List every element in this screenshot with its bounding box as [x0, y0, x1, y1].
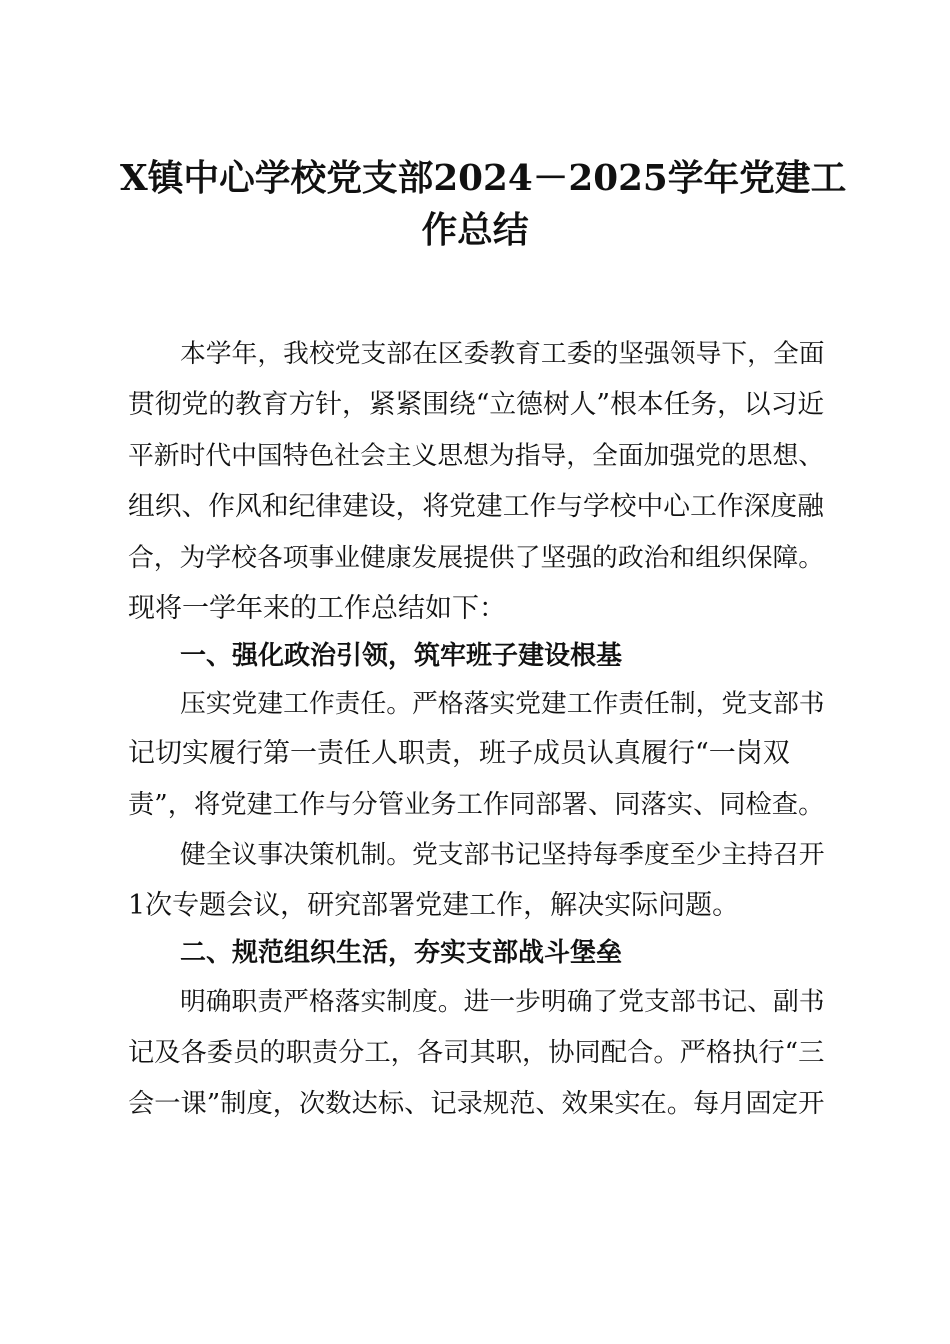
intro-line-5: 合，为学校各项事业健康发展提供了坚强的政治和组织保障。 — [128, 543, 825, 573]
title-line-2: 作总结 — [421, 209, 529, 251]
intro-line-4: 组织、作风和纪律建设，将党建工作与学校中心工作深度融 — [128, 491, 824, 522]
section-1-para-2-line-1: 健全议事决策机制。党支部书记坚持每季度至少主持召开 — [180, 840, 825, 870]
section-2-para-1-line-3: 会一课”制度，次数达标、记录规范、效果实在。每月固定开 — [128, 1089, 825, 1119]
intro-line-3: 平新时代中国特色社会主义思想为指导，全面加强党的思想、 — [128, 441, 825, 471]
section-1-para-1-line-3: 责”，将党建工作与分管业务工作同部署、同落实、同检查。 — [128, 790, 825, 820]
section-1-para-2-line-2: 1次专题会议，研究部署党建工作，解决实际问题。 — [128, 890, 740, 921]
section-1-para-1-line-1: 压实党建工作责任。严格落实党建工作责任制，党支部书 — [180, 689, 825, 719]
section-2-heading: 二、规范组织生活，夯实支部战斗堡垒 — [180, 938, 623, 968]
section-1-heading: 一、强化政治引领，筑牢班子建设根基 — [180, 641, 623, 671]
title-line-1: X镇中心学校党支部2024－2025学年党建工 — [120, 157, 847, 199]
intro-line-2: 贯彻党的教育方针，紧紧围绕“立德树人”根本任务，以习近 — [128, 389, 825, 420]
intro-line-6: 现将一学年来的工作总结如下： — [128, 593, 506, 624]
intro-line-1: 本学年，我校党支部在区委教育工委的坚强领导下，全面 — [180, 339, 825, 369]
section-2-para-1-line-2: 记及各委员的职责分工，各司其职，协同配合。严格执行“三 — [128, 1038, 825, 1068]
document-title — [120, 152, 847, 256]
section-2-para-1-line-1: 明确职责严格落实制度。进一步明确了党支部书记、副书 — [180, 987, 825, 1017]
section-1-para-1-line-2: 记切实履行第一责任人职责，班子成员认真履行“一岗双 — [128, 738, 790, 769]
